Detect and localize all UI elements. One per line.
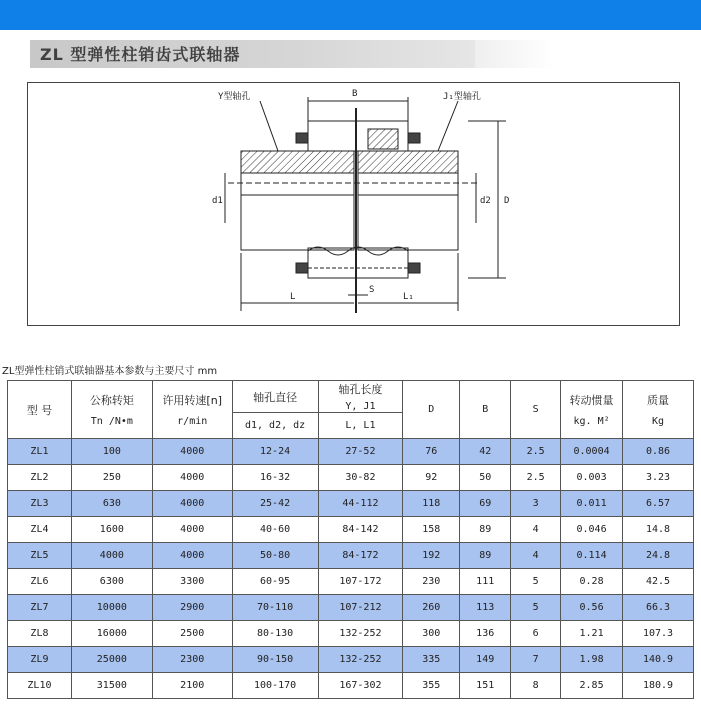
cell-d: 158 (403, 517, 460, 543)
dim-s-label: S (369, 285, 375, 295)
cell-speed: 4000 (152, 439, 232, 465)
cell-speed: 4000 (152, 465, 232, 491)
cell-mass: 24.8 (623, 543, 694, 569)
cell-b: 113 (460, 595, 511, 621)
cell-model: ZL6 (8, 569, 72, 595)
cell-torque: 25000 (71, 647, 152, 673)
bolt-top-right (408, 133, 420, 143)
cell-mass: 42.5 (623, 569, 694, 595)
cell-s: 3 (511, 491, 561, 517)
cell-d: 335 (403, 647, 460, 673)
right-hub-body (358, 195, 458, 250)
cell-s: 4 (511, 543, 561, 569)
cell-mass: 14.8 (623, 517, 694, 543)
title-banner-fade (475, 40, 555, 68)
cell-speed: 2300 (152, 647, 232, 673)
cell-length: 132-252 (318, 621, 403, 647)
table-row (8, 647, 694, 673)
header-mass-unit: Kg (651, 416, 665, 427)
spec-table (7, 380, 694, 699)
cell-length: 107-212 (318, 595, 403, 621)
cell-length: 107-172 (318, 569, 403, 595)
bolt-bottom-right (408, 263, 420, 273)
left-hub-top (241, 151, 354, 173)
table-row (8, 543, 694, 569)
dim-d2-label: d2 (480, 196, 491, 206)
header-length-sub2: L, L1 (318, 413, 403, 439)
technical-drawing (27, 82, 680, 326)
table-row (8, 621, 694, 647)
cell-speed: 2100 (152, 673, 232, 699)
cell-inertia: 0.114 (561, 543, 623, 569)
cell-b: 111 (460, 569, 511, 595)
cell-d: 355 (403, 673, 460, 699)
dim-b-label: B (352, 89, 358, 99)
cell-d: 300 (403, 621, 460, 647)
header-length (318, 381, 403, 413)
cell-mass: 0.86 (623, 439, 694, 465)
dim-d-label: D (504, 196, 510, 206)
cell-length: 84-172 (318, 543, 403, 569)
dim-l-label: L (290, 292, 296, 302)
sleeve-bottom (308, 248, 408, 278)
header-speed (152, 381, 232, 439)
cell-inertia: 2.85 (561, 673, 623, 699)
cell-torque: 6300 (71, 569, 152, 595)
cell-length: 167-302 (318, 673, 403, 699)
bolt-top-left (296, 133, 308, 143)
header-bore-sub: d1, d2, dz (232, 413, 318, 439)
right-hub-top (358, 151, 458, 173)
cell-bore: 70-110 (232, 595, 318, 621)
header-torque-label: 公称转矩 (89, 394, 134, 407)
header-speed-unit: r/min (177, 416, 208, 427)
cell-torque: 4000 (71, 543, 152, 569)
cell-speed: 4000 (152, 543, 232, 569)
cell-bore: 100-170 (232, 673, 318, 699)
cell-model: ZL8 (8, 621, 72, 647)
cell-model: ZL7 (8, 595, 72, 621)
cell-b: 89 (460, 517, 511, 543)
header-b: B (460, 381, 511, 439)
cell-torque: 16000 (71, 621, 152, 647)
header-s: S (511, 381, 561, 439)
cell-bore: 90-150 (232, 647, 318, 673)
cell-s: 4 (511, 517, 561, 543)
table-row (8, 465, 694, 491)
cell-model: ZL3 (8, 491, 72, 517)
cell-b: 69 (460, 491, 511, 517)
cell-b: 42 (460, 439, 511, 465)
cell-b: 50 (460, 465, 511, 491)
cell-inertia: 1.98 (561, 647, 623, 673)
cell-bore: 16-32 (232, 465, 318, 491)
cell-s: 2.5 (511, 465, 561, 491)
cell-torque: 31500 (71, 673, 152, 699)
cell-torque: 1600 (71, 517, 152, 543)
cell-torque: 100 (71, 439, 152, 465)
cell-model: ZL5 (8, 543, 72, 569)
cell-inertia: 0.003 (561, 465, 623, 491)
table-row (8, 439, 694, 465)
cell-s: 8 (511, 673, 561, 699)
bolt-bottom-left (296, 263, 308, 273)
cell-bore: 60-95 (232, 569, 318, 595)
header-model: 型 号 (8, 381, 72, 439)
cell-inertia: 0.56 (561, 595, 623, 621)
cell-s: 5 (511, 595, 561, 621)
cell-d: 192 (403, 543, 460, 569)
cell-length: 132-252 (318, 647, 403, 673)
cell-model: ZL9 (8, 647, 72, 673)
cell-mass: 140.9 (623, 647, 694, 673)
header-torque (71, 381, 152, 439)
cell-inertia: 0.0004 (561, 439, 623, 465)
cell-bore: 40-60 (232, 517, 318, 543)
spec-table-body (8, 439, 694, 699)
table-caption: ZL型弹性柱销式联轴器基本参数与主要尺寸 mm (2, 366, 218, 377)
cell-model: ZL10 (8, 673, 72, 699)
table-row (8, 517, 694, 543)
cell-mass: 66.3 (623, 595, 694, 621)
cell-speed: 4000 (152, 517, 232, 543)
table-row (8, 491, 694, 517)
dim-l1-label: L₁ (403, 292, 414, 302)
header-inertia (561, 381, 623, 439)
cell-mass: 107.3 (623, 621, 694, 647)
header-inertia-unit: kg. M² (573, 416, 610, 427)
table-row (8, 595, 694, 621)
dim-d1-label: d1 (212, 196, 223, 206)
table-row (8, 673, 694, 699)
cell-torque: 630 (71, 491, 152, 517)
left-hub-bore (241, 173, 354, 195)
cell-inertia: 0.28 (561, 569, 623, 595)
cell-s: 6 (511, 621, 561, 647)
cell-inertia: 1.21 (561, 621, 623, 647)
cell-d: 260 (403, 595, 460, 621)
cell-mass: 180.9 (623, 673, 694, 699)
cell-model: ZL2 (8, 465, 72, 491)
header-length-label: 轴孔长度 (338, 383, 383, 396)
cell-length: 30-82 (318, 465, 403, 491)
header-bore: 轴孔直径 (232, 381, 318, 413)
cell-torque: 10000 (71, 595, 152, 621)
header-inertia-label: 转动惯量 (569, 394, 614, 407)
header-mass-label: 质量 (647, 394, 670, 407)
cell-d: 76 (403, 439, 460, 465)
cell-model: ZL1 (8, 439, 72, 465)
header-speed-label: 许用转速[n] (162, 394, 222, 407)
page-title: ZL 型弹性柱销齿式联轴器 (40, 45, 241, 64)
cell-speed: 2500 (152, 621, 232, 647)
cell-d: 118 (403, 491, 460, 517)
coupling-drawing-svg (28, 83, 681, 327)
cell-speed: 2900 (152, 595, 232, 621)
cell-speed: 4000 (152, 491, 232, 517)
sleeve-hatch (368, 129, 398, 149)
cell-b: 151 (460, 673, 511, 699)
cell-b: 89 (460, 543, 511, 569)
header-mass (623, 381, 694, 439)
cell-bore: 12-24 (232, 439, 318, 465)
cell-inertia: 0.011 (561, 491, 623, 517)
cell-model: ZL4 (8, 517, 72, 543)
header-torque-unit: Tn /N•m (90, 416, 133, 427)
label-y-hole: Y型轴孔 (218, 92, 251, 102)
cell-mass: 6.57 (623, 491, 694, 517)
cell-mass: 3.23 (623, 465, 694, 491)
cell-inertia: 0.046 (561, 517, 623, 543)
cell-bore: 25-42 (232, 491, 318, 517)
cell-bore: 50-80 (232, 543, 318, 569)
left-hub-body (241, 195, 354, 250)
table-row (8, 569, 694, 595)
cell-length: 44-112 (318, 491, 403, 517)
cell-bore: 80-130 (232, 621, 318, 647)
right-hub-bore (358, 173, 458, 195)
cell-s: 2.5 (511, 439, 561, 465)
cell-speed: 3300 (152, 569, 232, 595)
cell-length: 27-52 (318, 439, 403, 465)
top-banner-bar (0, 0, 701, 30)
label-j1-hole: J₁型轴孔 (443, 92, 481, 102)
header-length-sub1: Y, J1 (345, 401, 376, 412)
cell-b: 149 (460, 647, 511, 673)
cell-s: 7 (511, 647, 561, 673)
cell-torque: 250 (71, 465, 152, 491)
cell-d: 230 (403, 569, 460, 595)
cell-length: 84-142 (318, 517, 403, 543)
cell-b: 136 (460, 621, 511, 647)
cell-s: 5 (511, 569, 561, 595)
header-d: D (403, 381, 460, 439)
cell-d: 92 (403, 465, 460, 491)
